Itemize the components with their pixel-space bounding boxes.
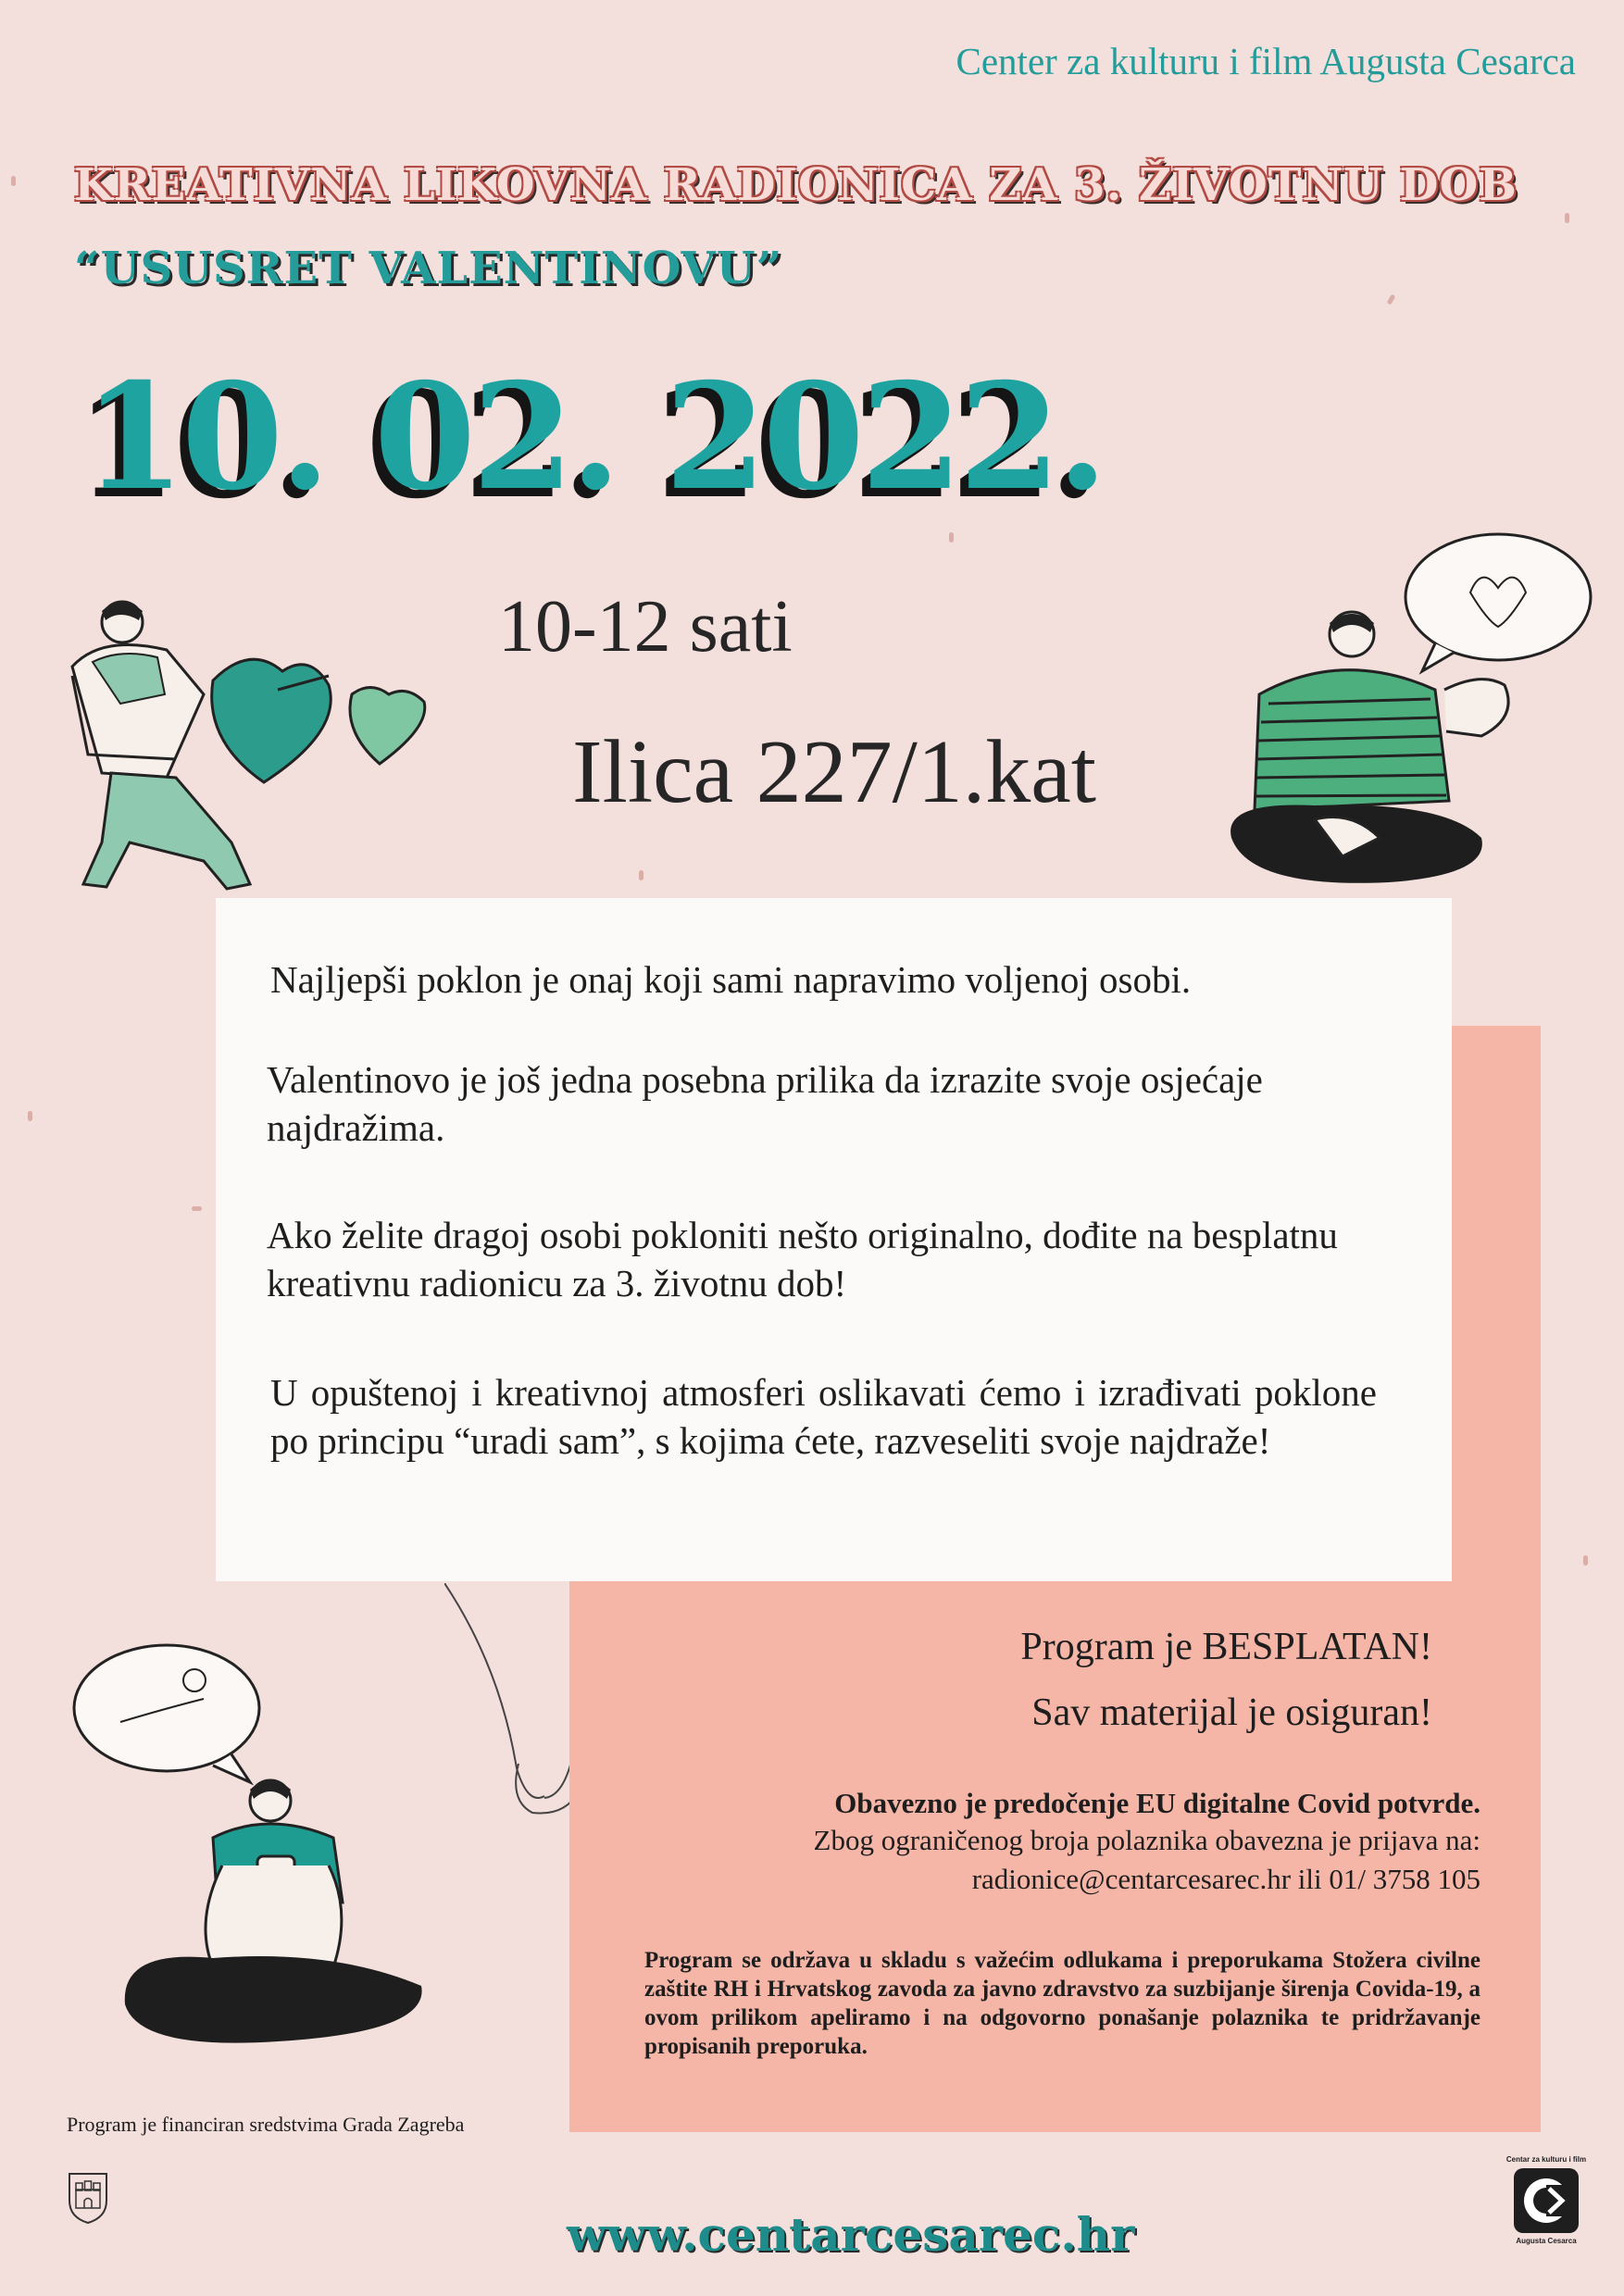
- man-sitting-heart-hands-illustration: [1204, 532, 1593, 898]
- covid-rules-text: Program se održava u skladu s važećim odlukama i preporukama Stožera civilne zaštite RH i Hrvatskog zavoda za javno zdravstvo za suzbijanje širenja Covida-19, a ovom prilikom apeliramo i na odgovorno ponašanje polaznika te pridržavanje propisanih preporuka.: [644, 1948, 1480, 2059]
- man-carrying-hearts-illustration: [65, 593, 444, 898]
- workshop-subtitle: “USUSRET VALENTINOVU”: [74, 243, 783, 294]
- description-paragraph-2: Valentinovo je još jedna posebna prilika da izrazite svoje osjećaje najdražima.: [267, 1058, 1263, 1149]
- workshop-headline: KREATIVNA LIKOVNA RADIONICA ZA 3. ŽIVOTNU DOB: [74, 159, 1518, 211]
- organization-name: Center za kulturu i film Augusta Cesarca: [956, 40, 1576, 82]
- event-time: 10-12 sati: [498, 586, 793, 668]
- description-paragraph-1: Najljepši poklon je onaj koji sami napravimo voljenoj osobi.: [270, 958, 1192, 1001]
- description-paragraph-4: U opuštenoj i kreativnoj atmosferi oslikavati ćemo i izrađivati poklone po principu “uradi sam”, s kojima ćete, razveseliti svoje najdraže!: [270, 1371, 1377, 1462]
- funding-note: Program je financiran sredstvima Grada Zagreba: [67, 2113, 465, 2136]
- free-material-note: Sav materijal je osiguran!: [1031, 1691, 1432, 1734]
- logo-caption-top: Centar za kulturu i film: [1505, 2155, 1587, 2164]
- centar-cesarec-logo: [1500, 2155, 1593, 2246]
- event-date: 10. 02. 2022.: [83, 352, 1105, 523]
- covid-certificate-note: Obavezno je predočenje EU digitalne Covid potvrde.: [834, 1787, 1480, 1819]
- centar-cesarec-logo-icon: [1512, 2166, 1580, 2235]
- zagreb-coat-of-arms-icon: [67, 2171, 109, 2225]
- free-program-note: Program je BESPLATAN!: [1020, 1626, 1432, 1668]
- registration-note: Zbog ograničenog broja polaznika obavezna je prijava na:: [813, 1824, 1480, 1856]
- logo-caption-bottom: Augusta Cesarca: [1516, 2237, 1577, 2245]
- description-paragraph-3: Ako želite dragoj osobi pokloniti nešto originalno, dođite na besplatnu kreativnu radionicu za 3. životnu dob!: [267, 1214, 1338, 1304]
- website-link[interactable]: www.centarcesarec.hr: [567, 2207, 1135, 2262]
- contact-info[interactable]: radionice@centarcesarec.hr ili 01/ 3758 105: [971, 1863, 1480, 1895]
- event-location: Ilica 227/1.kat: [572, 722, 1097, 822]
- man-with-phone-rose-illustration: [56, 1643, 449, 2069]
